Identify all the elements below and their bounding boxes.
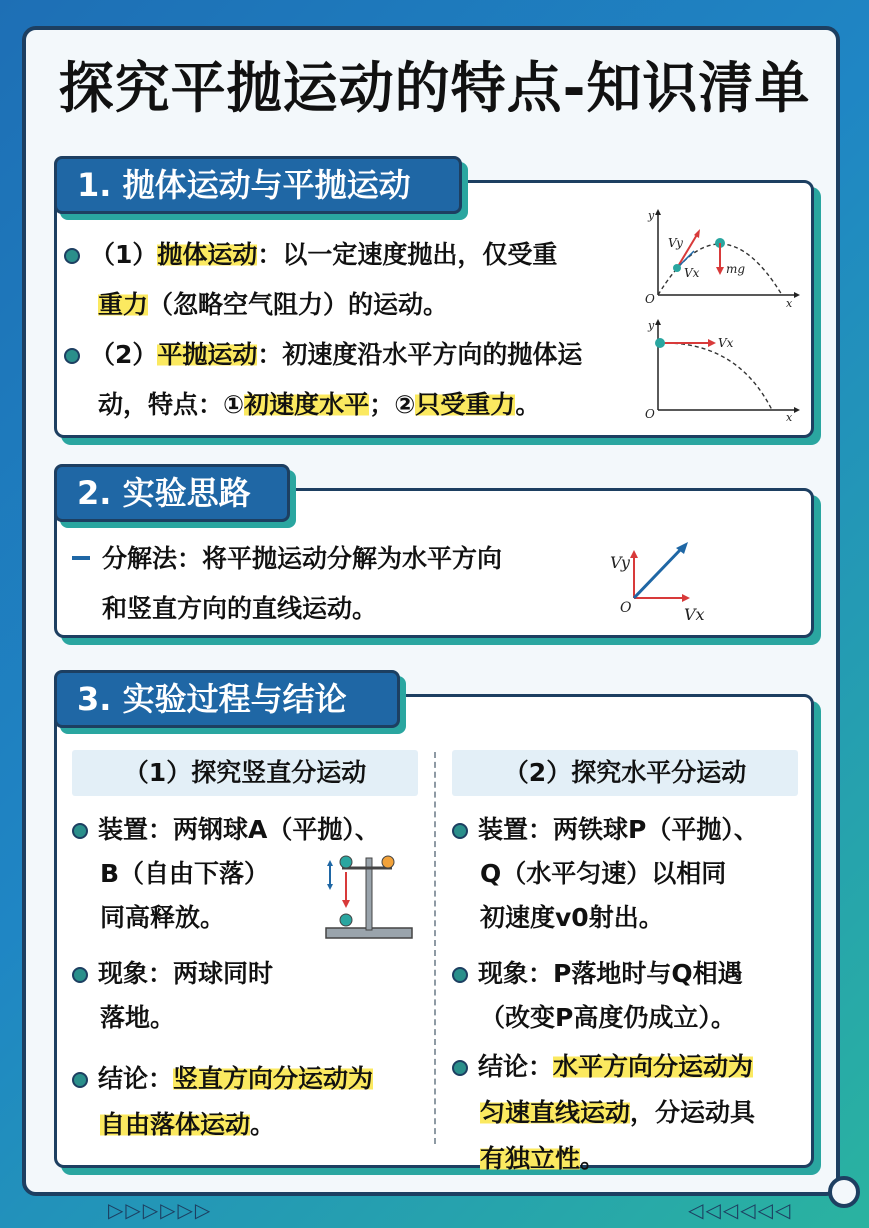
dash-icon — [72, 556, 90, 560]
column-divider — [434, 752, 436, 1144]
left-subheading: （1）探究竖直分运动 — [72, 750, 418, 796]
bullet-icon — [72, 967, 88, 983]
bullet-icon — [64, 348, 80, 364]
decomposition-diagram — [608, 538, 718, 628]
footer-arrows-left: ▷▷▷▷▷▷ — [108, 1198, 213, 1222]
left-conclusion: 结论：竖直方向分运动为 自由落体运动。 — [72, 1056, 422, 1148]
bullet-icon — [452, 967, 468, 983]
decomposition-text: 分解法：将平抛运动分解为水平方向 和竖直方向的直线运动。 — [72, 534, 592, 634]
left-phenomenon: 现象：两球同时 落地。 — [72, 952, 412, 1040]
x-axis-label: x — [786, 297, 793, 310]
bullet-icon — [452, 823, 468, 839]
page-title: 探究平抛运动的特点-知识清单 — [58, 56, 811, 120]
bullet-icon — [64, 248, 80, 264]
right-apparatus: 装置：两铁球P（平抛）、 Q（水平匀速）以相同 初速度v0射出。 — [452, 808, 802, 940]
vx-label: Vx — [684, 266, 700, 280]
y-axis-label: y — [648, 209, 655, 222]
projectile-diagram — [642, 205, 802, 310]
right-conclusion: 结论：水平方向分运动为 匀速直线运动，分运动具 有独立性。 — [452, 1044, 802, 1182]
y-axis-label: y — [648, 319, 655, 332]
section-2-title: 2. 实验思路 — [54, 464, 290, 522]
section-3-title: 3. 实验过程与结论 — [54, 670, 400, 728]
origin-label: O — [645, 292, 655, 306]
footer-arrows-right: ◁◁◁◁◁◁ — [688, 1198, 793, 1222]
right-subheading: （2）探究水平分运动 — [452, 750, 798, 796]
origin-label: O — [620, 600, 632, 616]
right-phenomenon: 现象：P落地时与Q相遇 （改变P高度仍成立）。 — [452, 952, 802, 1040]
vx-label: Vx — [684, 605, 705, 624]
horizontal-throw-diagram — [642, 315, 802, 423]
vy-label: Vy — [668, 236, 683, 250]
bullet-icon — [72, 823, 88, 839]
x-axis-label: x — [786, 411, 793, 423]
section-1-title: 1. 抛体运动与平抛运动 — [54, 156, 462, 214]
origin-label: O — [645, 407, 655, 421]
bullet-icon — [72, 1072, 88, 1088]
corner-ring-icon — [824, 1172, 864, 1212]
mg-label: mg — [726, 262, 746, 276]
item-throw-motion: （1）抛体运动：以一定速度抛出，仅受重 重力（忽略空气阻力）的运动。 — [64, 230, 634, 330]
bullet-icon — [452, 1060, 468, 1076]
item-horizontal-throw: （2）平抛运动：初速度沿水平方向的抛体运 动，特点：①初速度水平；②只受重力。 — [64, 330, 654, 430]
apparatus-icon — [322, 850, 418, 940]
vx-label: Vx — [718, 336, 734, 350]
left-apparatus: 装置：两钢球A（平抛）、 B（自由下落） 同高释放。 — [72, 808, 432, 940]
vy-label: Vy — [610, 553, 630, 572]
